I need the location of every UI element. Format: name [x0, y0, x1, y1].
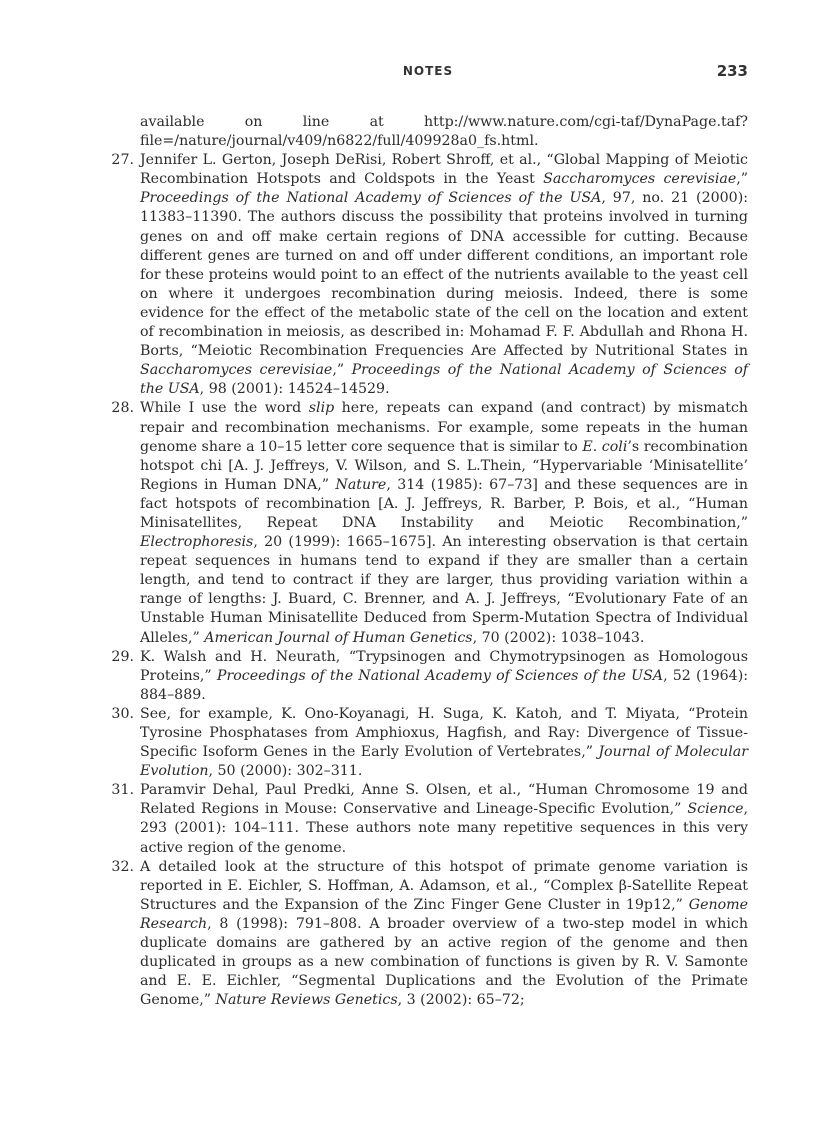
- notes-list: [108, 113, 748, 1010]
- note-text: See, for example, K. Ono-Koyanagi, H. Suga, K. Katoh, and T. Miyata, “Protein Tyrosine Phosphatases from Amphioxus, Hagfish, and Ray: Divergence of Tissue-Specific Isoform Genes in the Early Evolution of Vertebrates,” Journal of Molecular Evolution, 50 (2000): 302–311.: [140, 705, 748, 780]
- note-32: [108, 858, 748, 1011]
- note-number: 30.: [111, 705, 134, 722]
- note-28: [108, 399, 748, 647]
- note-text: available on line at http://www.nature.com/cgi-taf/DynaPage.taf?file=/nature/journal/v409/n6822/full/409928a0_fs.html.: [140, 114, 748, 150]
- note-text: Jennifer L. Gerton, Joseph DeRisi, Robert Shroff, et al., “Global Mapping of Meiotic Recombination Hotspots and Coldspots in the Yeast Saccharomyces cerevisiae,” Proceedings of the National Academy of Sciences of the USA, 97, no. 21 (2000): 11383–11390. The authors discuss the possibility that proteins involved in turning genes on and off make certain regions of DNA accessible for cutting. Because different genes are turned on and off under different conditions, an important role for these proteins would point to an effect of the nutrients available to the yeast cell on where it undergoes recombination during meiosis. Indeed, there is some evidence for the effect of the metabolic state of the cell on the location and extent of recombination in meiosis, as described in: Mohamad F. F. Abdullah and Rhona H. Borts, “Meiotic Recombination Frequencies Are Affected by Nutritional States in Saccharomyces cerevisiae,” Proceedings of the National Academy of Sciences of the USA, 98 (2001): 14524–14529.: [140, 152, 749, 398]
- note-31: [108, 781, 748, 857]
- note-text: Paramvir Dehal, Paul Predki, Anne S. Olsen, et al., “Human Chromosome 19 and Related Regions in Mouse: Conservative and Lineage-Specific Evolution,” Science, 293 (2001): 104–111. These authors note many repetitive sequences in this very active region of the genome.: [140, 782, 748, 856]
- note-continuation: [108, 113, 748, 151]
- note-number: 32.: [111, 858, 134, 875]
- running-header: [108, 64, 748, 84]
- note-27: [108, 151, 748, 399]
- running-head-title: NOTES: [402, 64, 454, 78]
- note-number: 31.: [111, 782, 134, 799]
- note-text: A detailed look at the structure of this hotspot of primate genome variation is reported in E. Eichler, S. Hoffman, A. Adamson, et al., “Complex β-Satellite Repeat Structures and the Expansion of the Zinc Finger Gene Cluster in 19p12,” Genome Research, 8 (1998): 791–808. A broader overview of a two-step model in which duplicate domains are gathered by an active region of the genome and then duplicated in groups as a new combination of functions is given by R. V. Samonte and E. E. Eichler, “Segmental Duplications and the Evolution of the Primate Genome,” Nature Reviews Genetics, 3 (2002): 65–72;: [140, 858, 748, 1009]
- note-number: 29.: [111, 648, 134, 665]
- note-number: 27.: [111, 152, 134, 169]
- note-30: [108, 705, 748, 781]
- note-text: K. Walsh and H. Neurath, “Trypsinogen and Chymotrypsinogen as Homologous Proteins,” Proceedings of the National Academy of Sciences of the USA, 52 (1964): 884–889.: [140, 648, 749, 703]
- note-29: [108, 648, 748, 705]
- note-number: 28.: [111, 400, 134, 417]
- note-text: While I use the word slip here, repeats can expand (and contract) by mismatch repair and recombination mechanisms. For example, some repeats in the human genome share a 10–15 letter core sequence that is similar to E. coli’s recombination hotspot chi [A. J. Jeffreys, V. Wilson, and S. L.Thein, “Hypervariable ‘Minisatellite’ Regions in Human DNA,” Nature, 314 (1985): 67–73] and these sequences are in fact hotspots of recombination [A. J. Jeffreys, R. Barber, P. Bois, et al., “Human Minisatellites, Repeat DNA Instability and Meiotic Recombination,” Electrophoresis, 20 (1999): 1665–1675]. An interesting observation is that certain repeat sequences in humans tend to expand if they are smaller than a certain length, and tend to contract if they are larger, thus providing variation within a range of lengths: J. Buard, C. Brenner, and A. J. Jeffreys, “Evolutionary Fate of an Unstable Human Minisatellite Deduced from Sperm-Mutation Spectra of Individual Alleles,” American Journal of Human Genetics, 70 (2002): 1038–1043.: [140, 400, 748, 646]
- page-number: 233: [716, 62, 748, 80]
